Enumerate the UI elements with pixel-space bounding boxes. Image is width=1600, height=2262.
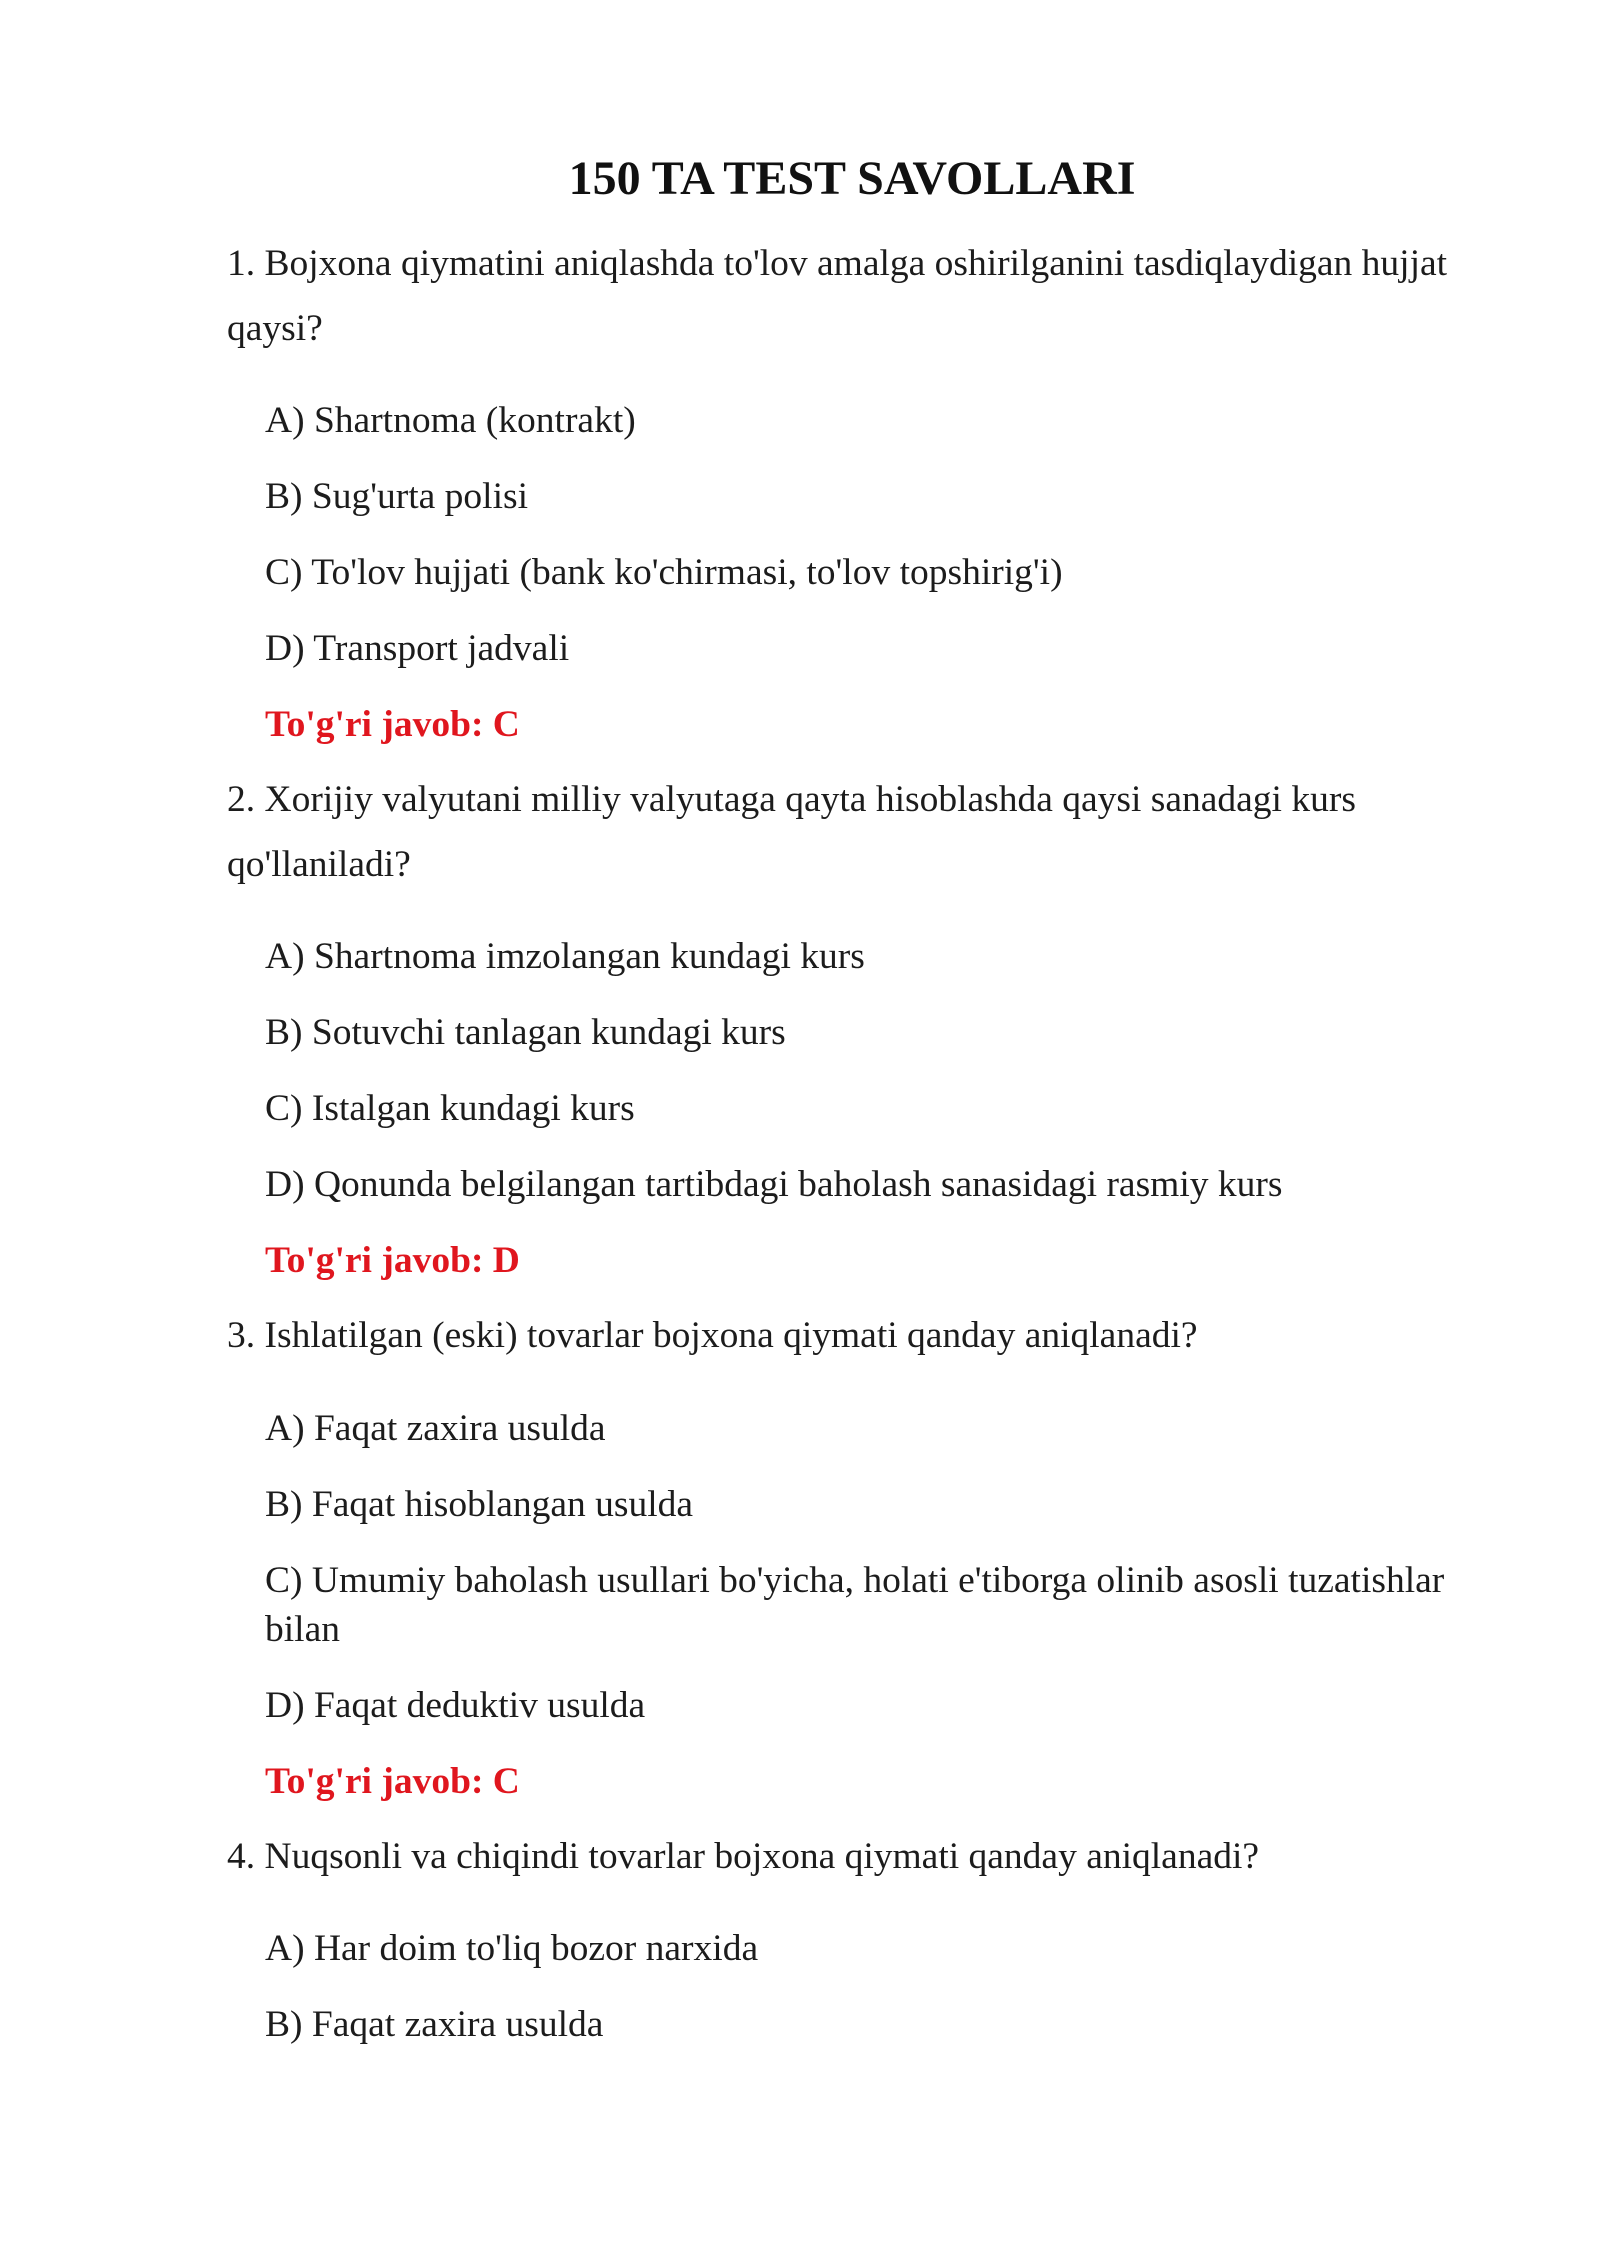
question-3-option-b: B) Faqat hisoblangan usulda: [265, 1483, 694, 1525]
question-1-text: 1. Bojxona qiymatini aniqlashda to'lov amalga oshirilganini tasdiqlaydigan hujjat qaysi?: [227, 243, 1448, 349]
question-3-text: 3. Ishlatilgan (eski) tovarlar bojxona qiymati qanday aniqlanadi?: [227, 1315, 1198, 1356]
question-2-option-d: D) Qonunda belgilangan tartibdagi baholash sanasidagi rasmiy kurs: [265, 1164, 1283, 1205]
question-4-option-b: B) Faqat zaxira usulda: [265, 2004, 604, 2045]
document-title: 150 TA TEST SAVOLLARI: [568, 152, 1136, 205]
question-3-option-a: A) Faqat zaxira usulda: [265, 1407, 606, 1449]
question-1-option-d: D) Transport jadvali: [265, 628, 570, 669]
question-2: [227, 768, 1477, 1285]
question-2-correct-answer: To'g'ri javob: D: [265, 1240, 520, 1281]
question-2-option-c: C) Istalgan kundagi kurs: [265, 1088, 635, 1129]
question-2-option-b: B) Sotuvchi tanlagan kundagi kurs: [265, 1012, 786, 1053]
document-body: [227, 149, 1477, 2049]
question-3-option-c: C) Umumiy baholash usullari bo'yicha, holati e'tiborga olinib asosli tuzatishlar bilan: [265, 1559, 1445, 1650]
question-1-correct-answer: To'g'ri javob: C: [265, 704, 520, 745]
question-2-text: 2. Xorijiy valyutani milliy valyutaga qayta hisoblashda qaysi sanadagi kurs qo'llaniladi?: [227, 779, 1356, 885]
question-1-options: [265, 396, 1477, 749]
question-4-options: [265, 1924, 1477, 2049]
question-4: [227, 1825, 1477, 2050]
question-1-option-a: A) Shartnoma (kontrakt): [265, 400, 636, 441]
question-3-option-d: D) Faqat deduktiv usulda: [265, 1684, 646, 1726]
question-3-options: [265, 1404, 1477, 1806]
question-1-option-c: C) To'lov hujjati (bank ko'chirmasi, to'lov topshirig'i): [265, 552, 1063, 593]
question-2-options: [265, 932, 1477, 1285]
question-4-option-a: A) Har doim to'liq bozor narxida: [265, 1928, 759, 1969]
question-2-option-a: A) Shartnoma imzolangan kundagi kurs: [265, 936, 865, 977]
question-3-correct-answer: To'g'ri javob: C: [265, 1760, 520, 1802]
question-1: [227, 232, 1477, 749]
question-1-option-b: B) Sug'urta polisi: [265, 476, 529, 517]
question-4-text: 4. Nuqsonli va chiqindi tovarlar bojxona qiymati qanday aniqlanadi?: [227, 1835, 1260, 1877]
question-3: [227, 1304, 1477, 1806]
